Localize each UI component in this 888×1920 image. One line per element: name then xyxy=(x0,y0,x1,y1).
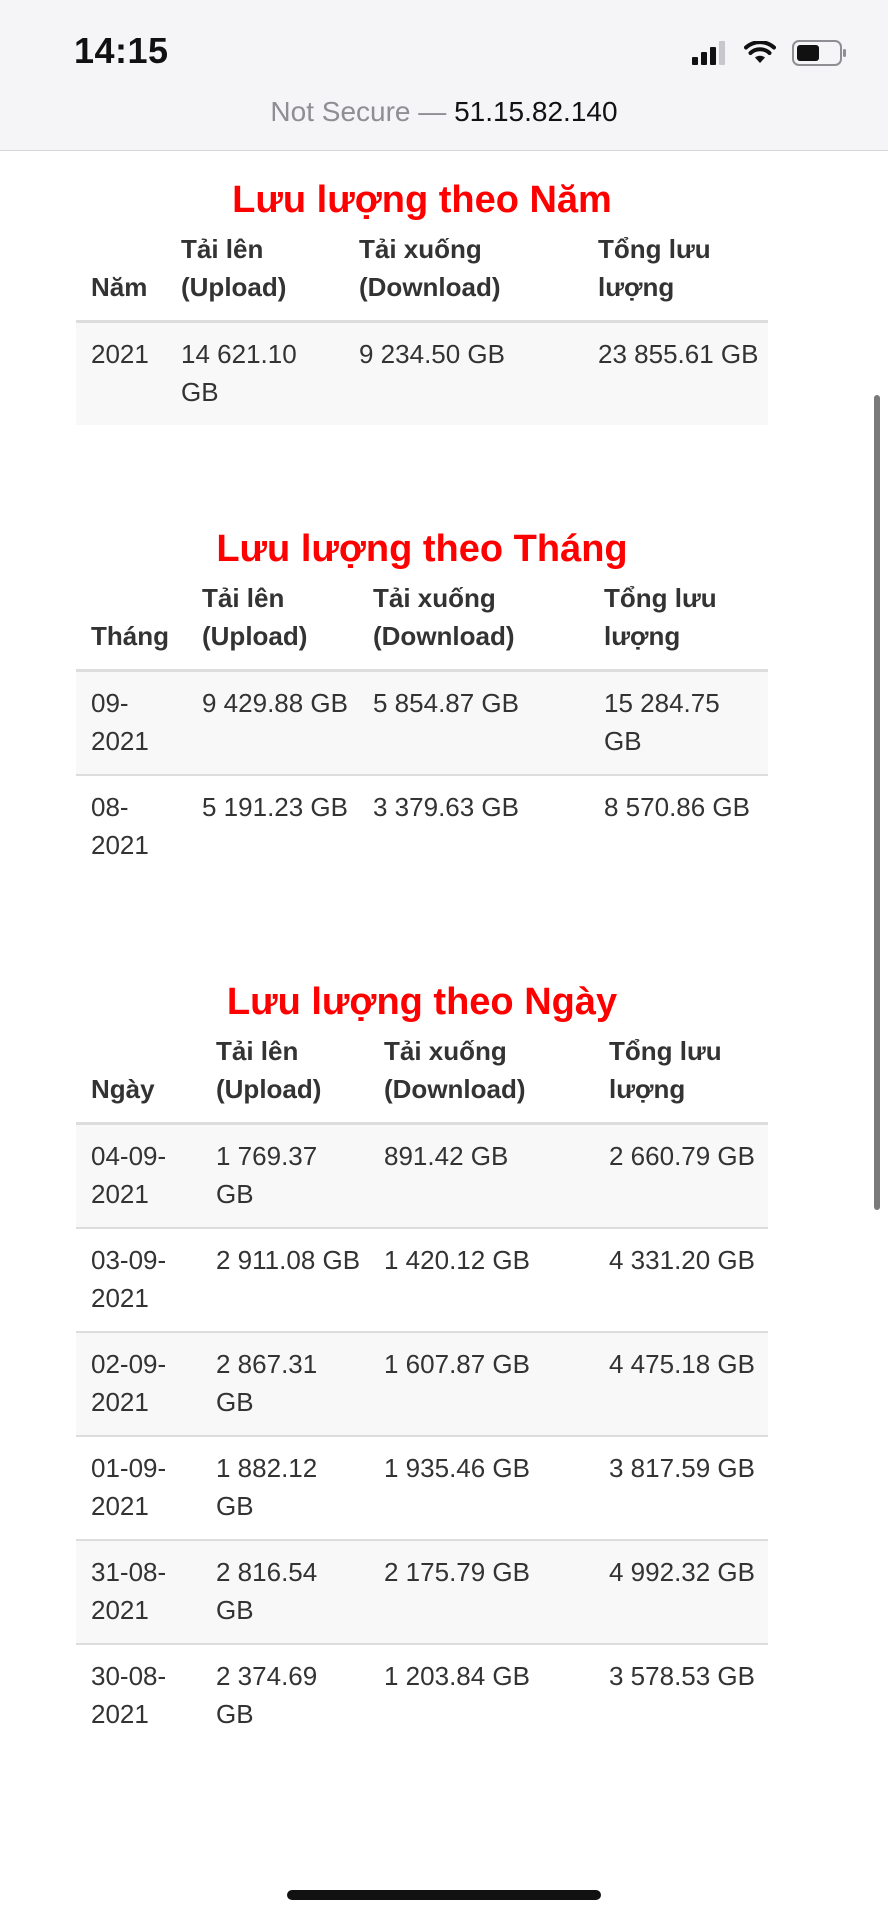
cell-upload: 2 911.08 GB xyxy=(201,1228,369,1332)
cell-download: 1 607.87 GB xyxy=(369,1332,594,1436)
cell-upload: 2 374.69 GB xyxy=(216,1661,318,1729)
day-section xyxy=(76,878,768,1747)
security-label: Not Secure — xyxy=(270,96,447,127)
header-total: Tổng lưu lượng xyxy=(594,1026,768,1124)
cell-upload: 1 769.37 GB xyxy=(201,1124,369,1229)
header-upload: Tải lên (Upload) xyxy=(187,573,358,671)
cell-upload: 2 867.31 GB xyxy=(201,1332,369,1436)
page-content xyxy=(76,150,768,1747)
status-icons xyxy=(692,40,848,71)
home-indicator[interactable] xyxy=(287,1890,601,1900)
cell-total: 4 331.20 GB xyxy=(594,1228,768,1332)
month-section xyxy=(76,425,768,878)
cell-year: 2021 xyxy=(76,322,166,426)
cell-total: 3 817.59 GB xyxy=(594,1436,768,1540)
cell-day: 02-09-2021 xyxy=(76,1332,201,1436)
table-row xyxy=(76,1436,768,1540)
table-row xyxy=(76,1228,768,1332)
header-download: Tải xuống (Download) xyxy=(369,1026,594,1124)
header-total: Tổng lưu lượng xyxy=(583,224,768,322)
cell-day: 01-09-2021 xyxy=(76,1436,201,1540)
cell-download: 1 203.84 GB xyxy=(384,1661,530,1691)
header-download: Tải xuống (Download) xyxy=(344,224,583,322)
cell-download: 891.42 GB xyxy=(369,1124,594,1229)
cell-download: 3 379.63 GB xyxy=(373,792,519,822)
cell-upload: 14 621.10 GB xyxy=(166,322,344,426)
table-row xyxy=(76,1332,768,1436)
header-upload: Tải lên (Upload) xyxy=(201,1026,369,1124)
url-host: 51.15.82.140 xyxy=(454,96,618,127)
table-row xyxy=(76,322,768,426)
day-table-header xyxy=(76,1026,768,1124)
header-total: Tổng lưu lượng xyxy=(589,573,768,671)
cell-day: 04-09-2021 xyxy=(76,1124,201,1229)
table-row xyxy=(76,1540,768,1644)
vertical-scrollbar[interactable] xyxy=(874,395,880,1210)
month-section-title: Lưu lượng theo Tháng xyxy=(216,528,628,570)
cell-upload: 1 882.12 GB xyxy=(201,1436,369,1540)
year-section xyxy=(76,150,768,425)
cell-download: 2 175.79 GB xyxy=(369,1540,594,1644)
cell-total: 4 992.32 GB xyxy=(594,1540,768,1644)
clock: 14:15 xyxy=(74,30,169,71)
cell-total: 4 475.18 GB xyxy=(594,1332,768,1436)
month-table-header xyxy=(76,573,768,671)
address-bar[interactable] xyxy=(0,96,888,128)
cell-download: 1 420.12 GB xyxy=(369,1228,594,1332)
month-table xyxy=(76,573,768,878)
cell-download: 9 234.50 GB xyxy=(344,322,583,426)
cell-total: 8 570.86 GB xyxy=(604,792,750,822)
battery-icon xyxy=(792,40,848,71)
table-row xyxy=(76,775,768,878)
status-bar xyxy=(0,0,888,151)
cell-month: 08-2021 xyxy=(91,792,149,860)
table-row xyxy=(76,1124,768,1229)
cell-total: 15 284.75 GB xyxy=(589,671,768,776)
cell-download: 5 854.87 GB xyxy=(358,671,589,776)
header-upload: Tải lên (Upload) xyxy=(166,224,344,322)
day-table xyxy=(76,1026,768,1747)
cell-upload: 2 816.54 GB xyxy=(201,1540,369,1644)
wifi-icon xyxy=(744,41,776,70)
cell-total: 23 855.61 GB xyxy=(583,322,768,426)
cell-upload: 5 191.23 GB xyxy=(202,792,348,822)
year-table xyxy=(76,224,768,425)
year-table-header xyxy=(76,224,768,322)
header-day: Ngày xyxy=(76,1026,201,1124)
day-section-title: Lưu lượng theo Ngày xyxy=(226,981,618,1023)
header-month: Tháng xyxy=(76,573,187,671)
cell-total: 2 660.79 GB xyxy=(594,1124,768,1229)
cell-day: 03-09-2021 xyxy=(76,1228,201,1332)
table-row xyxy=(76,1644,768,1747)
cell-total: 3 578.53 GB xyxy=(609,1661,755,1691)
header-year: Năm xyxy=(76,224,166,322)
cell-month: 09-2021 xyxy=(76,671,187,776)
year-section-title: Lưu lượng theo Năm xyxy=(232,179,612,221)
cell-day: 31-08-2021 xyxy=(76,1540,201,1644)
cell-day: 30-08-2021 xyxy=(91,1661,167,1729)
table-row xyxy=(76,671,768,776)
cell-upload: 9 429.88 GB xyxy=(187,671,358,776)
header-download: Tải xuống (Download) xyxy=(358,573,589,671)
cell-download: 1 935.46 GB xyxy=(369,1436,594,1540)
signal-icon xyxy=(692,41,728,70)
